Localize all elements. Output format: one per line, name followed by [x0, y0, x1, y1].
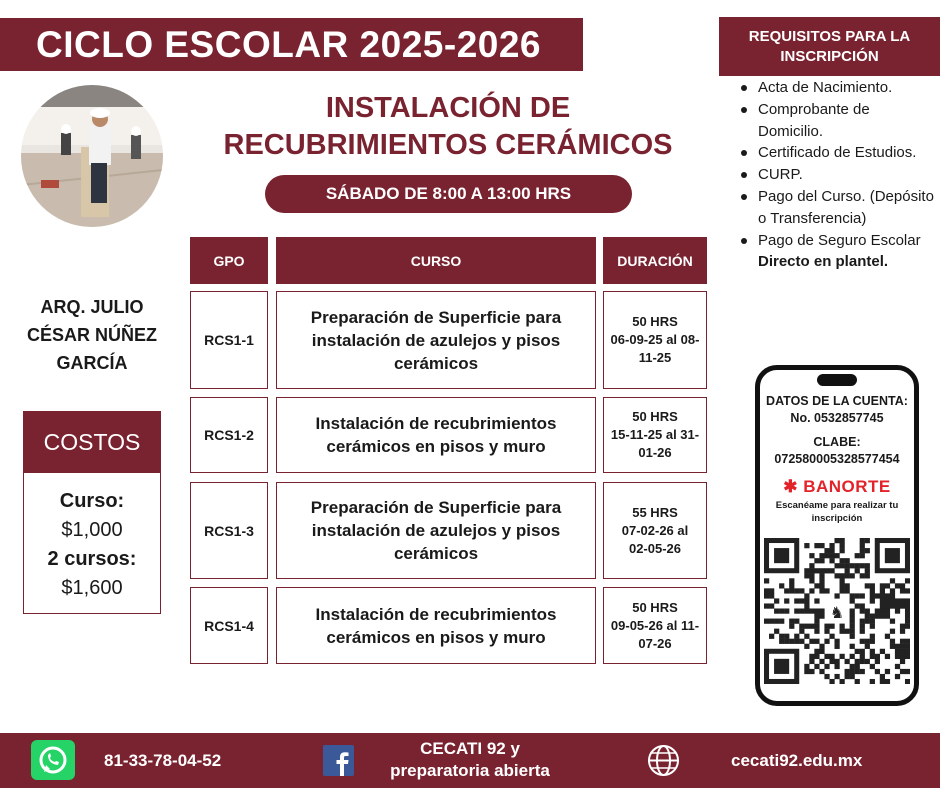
clabe-number: 072580005328577454: [774, 452, 900, 466]
bank-name: BANORTE: [803, 477, 891, 496]
account-info: [760, 393, 914, 427]
duration-dates: 06-09-25 al 08-11-25: [610, 332, 700, 365]
costs-title: COSTOS: [24, 412, 160, 473]
group-cell: RCS1-4: [190, 587, 268, 664]
requirements-list: [738, 77, 938, 273]
school-year-banner: CICLO ESCOLAR 2025-2026: [0, 18, 583, 71]
account-label: DATOS DE LA CUENTA:: [766, 394, 908, 408]
course-cell: Instalación de recubrimientos cerámicos en pisos y muro: [276, 587, 596, 664]
account-number: No. 0532857745: [790, 411, 884, 425]
requirement-item: CURP.: [738, 164, 938, 186]
duration-hours: 55 HRS: [632, 504, 678, 520]
scan-instructions: Escanéame para realizar tu inscripción: [775, 500, 899, 524]
header-duracion: DURACIÓN: [603, 237, 707, 284]
globe-icon[interactable]: [647, 744, 680, 777]
course-cell: Preparación de Superficie para instalación de azulejos y pisos cerámicos: [276, 291, 596, 389]
insurance-bold-text: Directo en plantel.: [758, 253, 889, 271]
duration-dates: 07-02-26 al 02-05-26: [621, 522, 689, 556]
teacher-name: ARQ. JULIO CÉSAR NÚÑEZ GARCÍA: [26, 297, 157, 373]
facebook-icon[interactable]: [323, 745, 354, 776]
phone-mockup: [755, 365, 919, 706]
group-cell: RCS1-3: [190, 482, 268, 579]
duration-dates: 09-05-26 al 11-07-26: [610, 617, 700, 651]
course-cell: Instalación de recubrimientos cerámicos en pisos y muro: [276, 397, 596, 473]
footer: [0, 733, 940, 788]
duration-hours: 50 HRS: [632, 409, 678, 424]
footer-social[interactable]: CECATI 92 y preparatoria abierta: [390, 739, 550, 780]
cost-label-single: Curso:: [59, 490, 125, 512]
schedule-pill: SÁBADO DE 8:00 A 13:00 HRS: [265, 175, 632, 213]
duration-cell: [603, 587, 707, 664]
qr-code[interactable]: [764, 538, 910, 684]
requirement-item: Acta de Nacimiento.: [738, 77, 938, 99]
cost-value-single: $1,000: [61, 519, 123, 541]
svg-text:♞: ♞: [829, 605, 845, 622]
requirement-item: Pago del Curso. (Depósito o Transferencia): [738, 186, 938, 230]
clabe-label: CLABE:: [813, 435, 861, 449]
duration-cell: [603, 397, 707, 473]
group-cell: RCS1-2: [190, 397, 268, 473]
banorte-logo-icon: ✱: [783, 477, 804, 496]
course-title: [218, 90, 678, 164]
duration-hours: 50 HRS: [632, 314, 678, 329]
instructor-photo: [21, 85, 163, 227]
footer-website[interactable]: cecati92.edu.mx: [731, 751, 863, 770]
whatsapp-icon[interactable]: [31, 740, 75, 780]
course-title-line1: INSTALACIÓN DE: [325, 92, 571, 124]
costs-body: [24, 473, 160, 603]
requirement-item-insurance: [738, 230, 938, 274]
group-cell: RCS1-1: [190, 291, 268, 389]
insurance-text: Pago de Seguro Escolar: [758, 231, 921, 249]
banorte-logo: [760, 477, 914, 497]
duration-cell: [603, 291, 707, 389]
header-gpo: GPO: [190, 237, 268, 284]
requirements-title: REQUISITOS PARA LA INSCRIPCIÓN: [719, 17, 940, 76]
phone-notch: [817, 374, 857, 386]
requirement-item: Certificado de Estudios.: [738, 142, 938, 164]
course-cell: Preparación de Superficie para instalación de azulejos y pisos cerámicos: [276, 482, 596, 579]
clabe-info: [760, 434, 914, 468]
header-curso: CURSO: [276, 237, 596, 284]
requirement-item: Comprobante de Domicilio.: [738, 99, 938, 143]
cost-value-double: $1,600: [61, 577, 123, 599]
cost-label-double: 2 cursos:: [47, 548, 137, 570]
footer-phone[interactable]: 81-33-78-04-52: [104, 751, 222, 770]
duration-hours: 50 HRS: [632, 599, 678, 615]
course-title-line2: RECUBRIMIENTOS CERÁMICOS: [223, 129, 673, 161]
duration-dates: 15-11-25 al 31-01-26: [610, 427, 700, 460]
duration-cell: [603, 482, 707, 579]
costs-box: [23, 411, 161, 614]
